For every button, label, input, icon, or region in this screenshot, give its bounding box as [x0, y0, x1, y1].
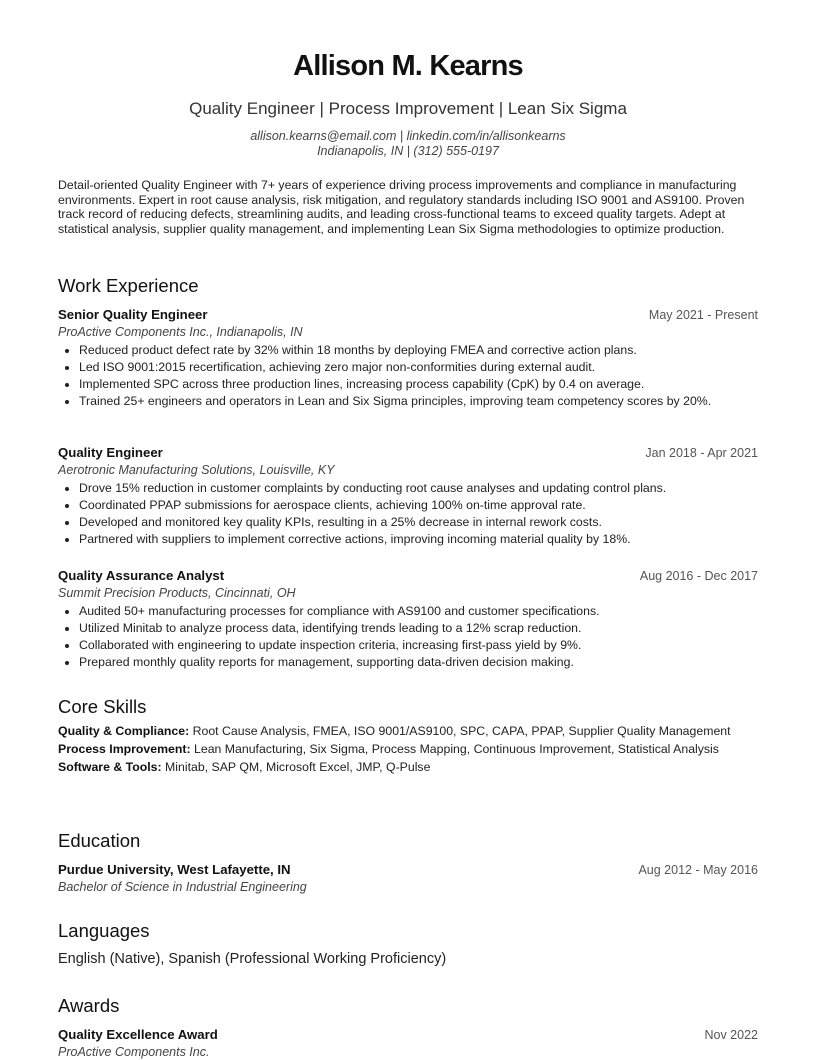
job-bullet: • Audited 50+ manufacturing processes for compliance with AS9100 and customer specifications. — [79, 604, 758, 619]
job-bullet: • Utilized Minitab to analyze process data, identifying trends leading to a 12% scrap reduction. — [79, 621, 758, 636]
skill-row — [58, 724, 758, 739]
skill-category: Process Improvement: — [58, 742, 191, 757]
school-name: Purdue University, West Lafayette, IN — [58, 862, 291, 877]
job-bullet: • Trained 25+ engineers and operators in Lean and Six Sigma principles, improving team competency scores by 20%. — [79, 394, 758, 409]
education-entry — [58, 862, 758, 895]
section-title-education: Education — [58, 830, 141, 851]
candidate-name: Allison M. Kearns — [293, 50, 523, 82]
award-entry — [58, 1027, 758, 1060]
languages-list: English (Native), Spanish (Professional Working Proficiency) — [58, 951, 447, 967]
job-title: Quality Engineer — [58, 445, 163, 460]
job-bullet: • Partnered with suppliers to implement corrective actions, improving incoming material quality by 18%. — [79, 532, 758, 547]
candidate-tagline: Quality Engineer | Process Improvement | Lean Six Sigma — [189, 99, 627, 118]
job-entry — [58, 307, 758, 411]
job-dates: Jan 2018 - Apr 2021 — [645, 446, 758, 460]
job-header — [58, 568, 758, 585]
contact-info — [0, 129, 816, 159]
job-entry — [58, 445, 758, 549]
award-date: Nov 2022 — [704, 1028, 758, 1042]
contact-line-email-linkedin: allison.kearns@email.com | linkedin.com/in/allisonkearns — [250, 129, 566, 143]
job-entry — [58, 568, 758, 672]
contact-line-location-phone: Indianapolis, IN | (312) 555-0197 — [317, 144, 499, 158]
degree: Bachelor of Science in Industrial Engineering — [58, 880, 307, 894]
job-bullet: • Reduced product defect rate by 32% within 18 months by deploying FMEA and corrective action plans. — [79, 343, 758, 358]
job-dates: May 2021 - Present — [648, 308, 758, 322]
job-bullet: • Collaborated with engineering to update inspection criteria, increasing first-pass yield by 9%. — [79, 638, 758, 653]
section-title-core-skills: Core Skills — [58, 696, 147, 717]
job-organization: Summit Precision Products, Cincinnati, OH — [58, 586, 296, 600]
job-bullet: • Drove 15% reduction in customer complaints by conducting root cause analyses and updating control plans. — [79, 481, 758, 496]
skill-items: Lean Manufacturing, Six Sigma, Process Mapping, Continuous Improvement, Statistical Analysis — [194, 742, 719, 757]
job-bullet: • Developed and monitored key quality KPIs, resulting in a 25% decrease in internal rework costs. — [79, 515, 758, 530]
job-header — [58, 445, 758, 462]
skill-category: Software & Tools: — [58, 760, 162, 775]
skill-row — [58, 742, 758, 757]
job-title: Quality Assurance Analyst — [58, 568, 225, 583]
job-bullet: • Implemented SPC across three production lines, increasing process capability (CpK) by 0.4 on average. — [79, 377, 758, 392]
skill-row — [58, 760, 758, 775]
skill-items: Root Cause Analysis, FMEA, ISO 9001/AS9100, SPC, CAPA, PPAP, Supplier Quality Management — [192, 724, 731, 738]
education-dates: Aug 2012 - May 2016 — [638, 863, 758, 877]
skills-list — [58, 724, 758, 778]
section-title-awards: Awards — [58, 995, 120, 1016]
skill-items: Minitab, SAP QM, Microsoft Excel, JMP, Q-Pulse — [165, 760, 431, 775]
job-organization: ProActive Components Inc., Indianapolis, IN — [58, 325, 303, 339]
section-title-languages: Languages — [58, 920, 150, 941]
job-header — [58, 307, 758, 324]
job-title: Senior Quality Engineer — [58, 307, 208, 322]
section-title-work-experience: Work Experience — [58, 275, 199, 296]
job-bullet: • Coordinated PPAP submissions for aerospace clients, achieving 100% on-time approval rate. — [79, 498, 758, 513]
job-organization: Aerotronic Manufacturing Solutions, Louisville, KY — [58, 463, 335, 477]
job-bullet-list — [58, 343, 758, 409]
job-bullet-list — [58, 481, 758, 547]
award-header — [58, 1027, 758, 1044]
job-bullet: • Led ISO 9001:2015 recertification, achieving zero major non-conformities during external audit. — [79, 360, 758, 375]
award-organization: ProActive Components Inc. — [58, 1045, 210, 1059]
professional-summary: Detail-oriented Quality Engineer with 7+ years of experience driving process improvements and compliance in manufacturing environments. Expert in root cause analysis, risk mitigation, and regulatory standards including ISO 9001 and AS9100. Proven track record of reducing defects, streamlining audits, and leading cross-functional teams to exceed quality targets. Adept at statistical analysis, supplier quality management, and implementing Lean Six Sigma methodologies to optimize production. — [58, 178, 745, 236]
job-bullet-list — [58, 604, 758, 670]
job-dates: Aug 2016 - Dec 2017 — [639, 569, 758, 583]
award-title: Quality Excellence Award — [58, 1027, 218, 1042]
job-bullet: • Prepared monthly quality reports for management, supporting data-driven decision making. — [79, 655, 758, 670]
skill-category: Quality & Compliance: — [58, 724, 190, 738]
education-header — [58, 862, 758, 879]
